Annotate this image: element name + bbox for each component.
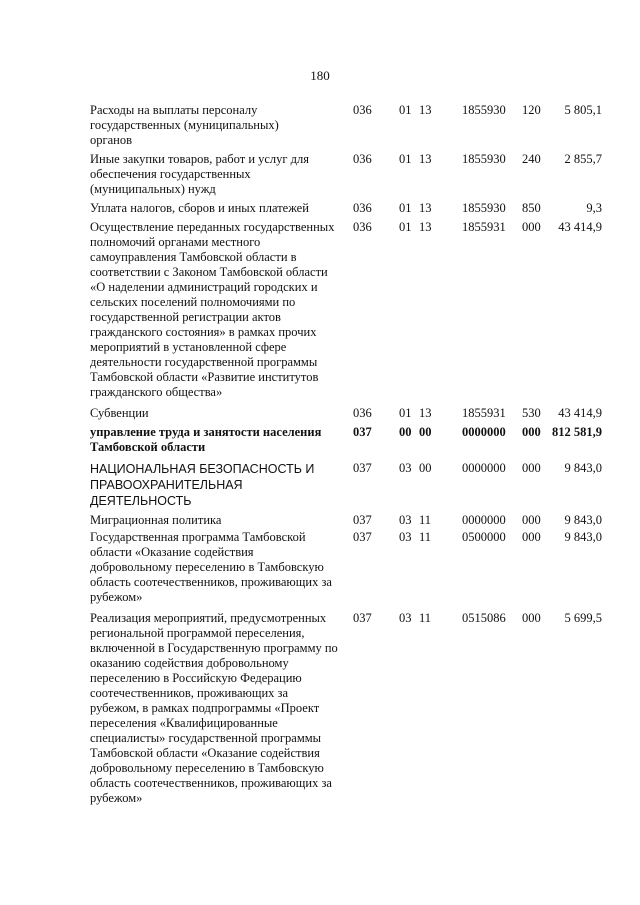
row-name: Реализация мероприятий, предусмотренных региональной программой переселения, включенной в Государственную программу по оказанию содействия добровольному переселению в Российскую Федерацию соотечественников, проживающих за рубежом, в рамках подпрограммы «Проект переселения «Квалифицированные специалисты» государственной программы Тамбовской области «Оказание содействия добровольному переселению в Тамбовскую область соотечественников, проживающих за рубежом» [90, 611, 338, 805]
row-rz: 01 [399, 201, 412, 215]
row-ved: 036 [353, 220, 372, 234]
row-rz: 01 [399, 103, 412, 117]
page-number: 180 [310, 68, 330, 83]
row-vr: 000 [522, 220, 541, 234]
table-row [90, 461, 602, 509]
row-sum: 5 805,1 [564, 103, 602, 117]
row-rz: 01 [399, 220, 412, 234]
table-row [90, 425, 602, 455]
table-row [90, 406, 602, 421]
row-ved: 036 [353, 201, 372, 215]
row-sum: 9,3 [586, 201, 602, 215]
row-vr: 000 [522, 513, 541, 527]
row-sum: 9 843,0 [564, 513, 602, 527]
row-pr: 13 [419, 201, 432, 215]
row-name: управление труда и занятости населения Тамбовской области [90, 425, 322, 454]
row-pr: 13 [419, 406, 432, 420]
row-sum: 43 414,9 [558, 220, 602, 234]
budget-table [90, 103, 602, 811]
table-row [90, 103, 602, 148]
row-name: Государственная программа Тамбовской области «Оказание содействия добровольному переселению в Тамбовскую область соотечественников, проживающих за рубежом» [90, 530, 332, 604]
row-ved: 037 [353, 425, 372, 439]
row-name: Миграционная политика [90, 513, 222, 527]
table-row [90, 201, 602, 216]
row-rz: 00 [399, 425, 412, 439]
row-vr: 120 [522, 103, 541, 117]
row-name: НАЦИОНАЛЬНАЯ БЕЗОПАСНОСТЬ И ПРАВООХРАНИТЕЛЬНАЯ ДЕЯТЕЛЬНОСТЬ [90, 462, 315, 508]
row-vr: 240 [522, 152, 541, 166]
row-rz: 03 [399, 530, 412, 544]
row-rz: 01 [399, 152, 412, 166]
row-sum: 43 414,9 [558, 406, 602, 420]
row-vr: 000 [522, 461, 541, 475]
row-name: Иные закупки товаров, работ и услуг для обеспечения государственных (муниципальных) нужд [90, 152, 310, 196]
row-pr: 11 [419, 513, 432, 527]
row-name: Субвенции [90, 406, 149, 420]
row-cs: 0000000 [462, 513, 506, 527]
row-pr: 00 [419, 425, 432, 439]
row-sum: 9 843,0 [564, 530, 602, 544]
table-row [90, 220, 602, 400]
row-cs: 0000000 [462, 461, 506, 475]
row-rz: 03 [399, 611, 412, 625]
row-pr: 13 [419, 103, 432, 117]
row-rz: 01 [399, 406, 412, 420]
row-cs: 1855931 [462, 406, 506, 420]
row-pr: 13 [419, 152, 432, 166]
row-vr: 000 [522, 530, 541, 544]
row-pr: 00 [419, 461, 432, 475]
table-row [90, 530, 602, 605]
row-cs: 1855931 [462, 220, 506, 234]
row-cs: 0000000 [462, 425, 506, 439]
row-sum: 812 581,9 [552, 425, 602, 439]
row-sum: 9 843,0 [564, 461, 602, 475]
row-rz: 03 [399, 461, 412, 475]
row-ved: 037 [353, 530, 372, 544]
row-ved: 037 [353, 513, 372, 527]
row-name: Расходы на выплаты персоналу государственных (муниципальных) органов [90, 103, 279, 147]
row-cs: 0515086 [462, 611, 506, 625]
table-row [90, 152, 602, 197]
table-row [90, 513, 602, 528]
row-vr: 850 [522, 201, 541, 215]
row-vr: 530 [522, 406, 541, 420]
row-cs: 1855930 [462, 152, 506, 166]
row-name: Уплата налогов, сборов и иных платежей [90, 201, 309, 215]
row-sum: 2 855,7 [564, 152, 602, 166]
row-vr: 000 [522, 611, 541, 625]
row-sum: 5 699,5 [564, 611, 602, 625]
row-pr: 11 [419, 611, 432, 625]
row-rz: 03 [399, 513, 412, 527]
row-pr: 13 [419, 220, 432, 234]
row-ved: 036 [353, 152, 372, 166]
row-ved: 036 [353, 406, 372, 420]
row-name: Осуществление переданных государственных полномочий органами местного самоуправления Тамбовской области в соответствии с Законом Тамбовской области «О наделении администраций городских и сельских поселений полномочиями по государственной регистрации актов гражданского состояния» в рамках прочих мероприятий в установленной сфере деятельности государственной программы Тамбовской области «Развитие институтов гражданского общества» [90, 220, 335, 399]
row-ved: 036 [353, 103, 372, 117]
row-cs: 1855930 [462, 103, 506, 117]
row-cs: 1855930 [462, 201, 506, 215]
table-row [90, 611, 602, 806]
row-cs: 0500000 [462, 530, 506, 544]
row-vr: 000 [522, 425, 541, 439]
row-ved: 037 [353, 611, 372, 625]
row-pr: 11 [419, 530, 432, 544]
row-ved: 037 [353, 461, 372, 475]
